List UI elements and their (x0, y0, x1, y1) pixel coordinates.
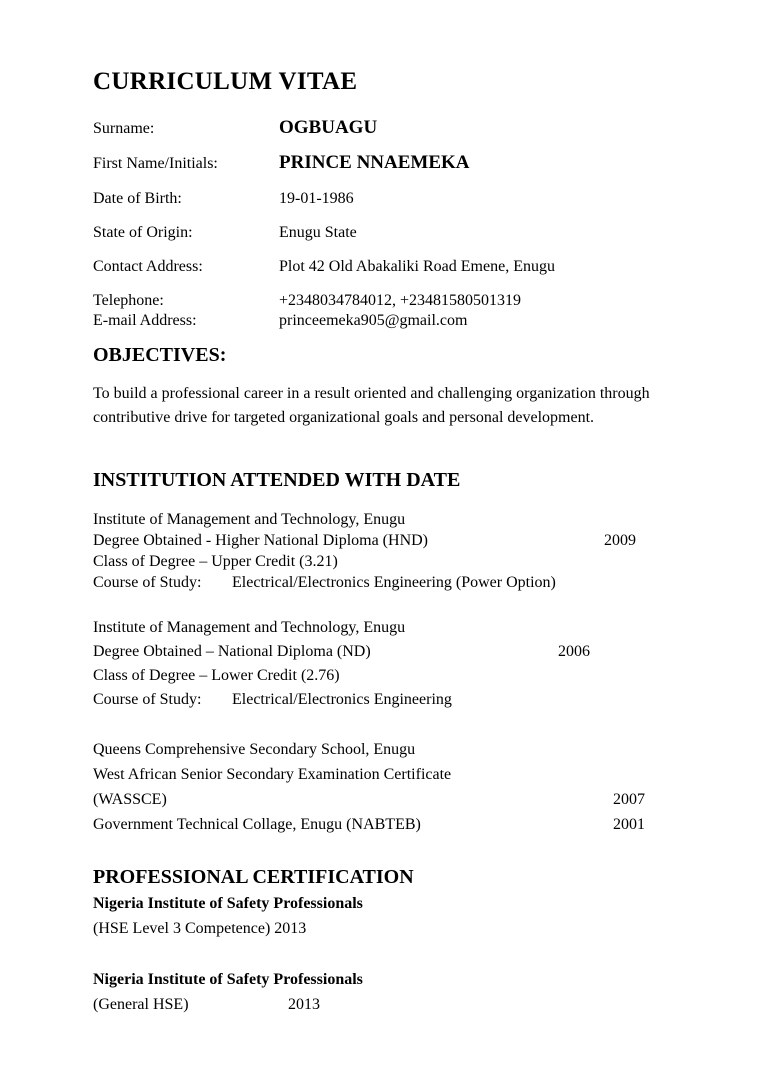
tech-school: Government Technical Collage, Enugu (NABTEB) (93, 816, 421, 833)
nd-course: Electrical/Electronics Engineering (232, 691, 452, 708)
page-title: CURRICULUM VITAE (93, 68, 358, 95)
hnd-course: Electrical/Electronics Engineering (Power Option) (232, 574, 556, 591)
secondary-school: Queens Comprehensive Secondary School, Enugu (93, 741, 416, 758)
cert-2-detail: (General HSE) (93, 996, 189, 1013)
hnd-class: Class of Degree – Upper Credit (3.21) (93, 553, 338, 570)
nd-year: 2006 (558, 643, 590, 660)
dob-value: 19-01-1986 (279, 190, 354, 207)
hnd-year: 2009 (604, 532, 636, 549)
nd-degree: Degree Obtained – National Diploma (ND) (93, 643, 371, 660)
nd-class: Class of Degree – Lower Credit (2.76) (93, 667, 340, 684)
firstname-value: PRINCE NNAEMEKA (279, 152, 470, 173)
address-value: Plot 42 Old Abakaliki Road Emene, Enugu (279, 258, 555, 275)
tech-school-year: 2001 (613, 816, 645, 833)
secondary-exam: West African Senior Secondary Examination Certificate (93, 766, 452, 783)
cert-2-year: 2013 (288, 996, 320, 1013)
nd-course-label: Course of Study: (93, 691, 202, 708)
cert-1-detail: (HSE Level 3 Competence) 2013 (93, 920, 307, 937)
origin-value: Enugu State (279, 224, 357, 241)
cert-1-org: Nigeria Institute of Safety Professionals (93, 895, 363, 912)
education-heading: INSTITUTION ATTENDED WITH DATE (93, 469, 461, 491)
email-value[interactable]: princeemeka905@gmail.com (279, 312, 468, 329)
surname-label: Surname: (93, 120, 155, 137)
phone-label: Telephone: (93, 292, 164, 309)
certification-heading: PROFESSIONAL CERTIFICATION (93, 866, 414, 888)
objectives-heading: OBJECTIVES: (93, 344, 227, 366)
secondary-exam-abbr: (WASSCE) (93, 791, 167, 808)
hnd-degree: Degree Obtained - Higher National Diploma (HND) (93, 532, 428, 549)
objectives-text: To build a professional career in a result oriented and challenging organization through contributive drive for targeted organizational goals and personal development. (93, 385, 650, 426)
email-label: E-mail Address: (93, 312, 197, 329)
address-label: Contact Address: (93, 258, 203, 275)
phone-value: +2348034784012, +23481580501319 (279, 292, 522, 309)
dob-label: Date of Birth: (93, 190, 182, 207)
surname-value: OGBUAGU (279, 117, 378, 138)
firstname-label: First Name/Initials: (93, 155, 218, 172)
hnd-course-label: Course of Study: (93, 574, 202, 591)
secondary-exam-year: 2007 (613, 791, 645, 808)
nd-institution: Institute of Management and Technology, Enugu (93, 619, 406, 636)
cert-2-org: Nigeria Institute of Safety Professionals (93, 971, 363, 988)
origin-label: State of Origin: (93, 224, 193, 241)
hnd-institution: Institute of Management and Technology, Enugu (93, 511, 406, 528)
